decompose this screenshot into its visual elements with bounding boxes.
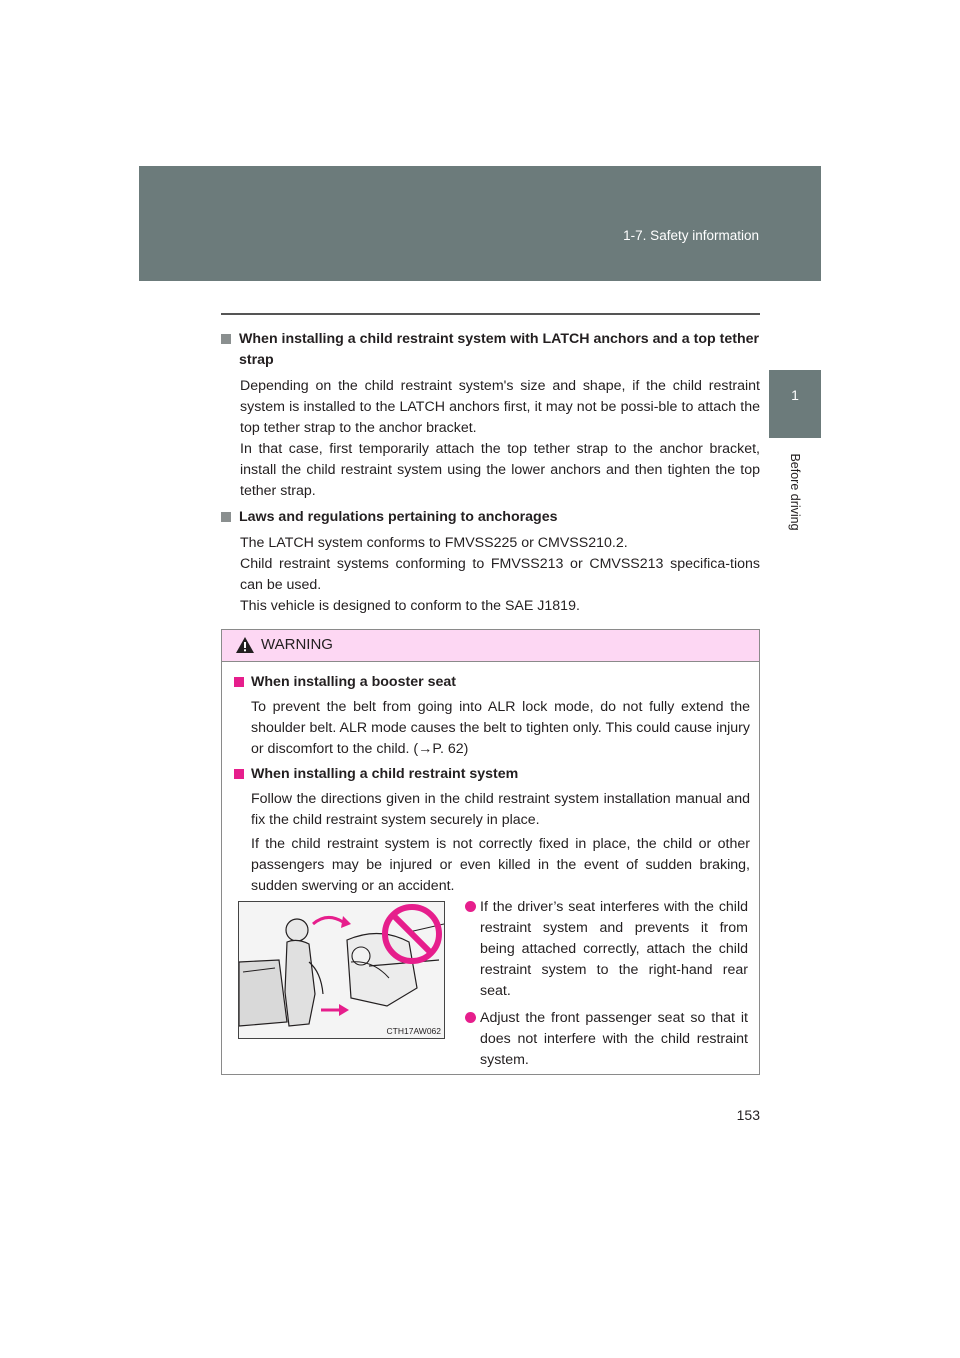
illustration-code: CTH17AW062 [386,1026,441,1036]
section-title: 1-7. Safety information [623,228,759,243]
paragraph: This vehicle is designed to conform to the SAE J1819. [240,598,580,614]
section-heading-latch: When installing a child restraint system with LATCH anchors and a top tether strap [221,329,760,371]
paragraph: The LATCH system conforms to FMVSS225 or CMVSS210.2. [240,535,628,551]
heading-square-icon [221,512,231,522]
bullet-item: Adjust the front passenger seat so that it does not interfere with the child restraint system. [465,1008,748,1071]
warning-paragraph: To prevent the belt from going into ALR lock mode, do not fully extend the shoulder belt. ALR mode causes the belt to tighten only. This could cause injury or discomfort to the child. (→P. 62) [251,699,750,757]
warning-label: WARNING [261,636,333,653]
warning-content [222,662,759,897]
top-rule [221,313,760,315]
chapter-number: 1 [791,387,799,403]
heading-square-icon [221,334,231,344]
warning-heading-crs: When installing a child restraint system [231,764,750,785]
section-heading-laws: Laws and regulations pertaining to anchorages [221,507,760,528]
warning-paragraph: If the child restraint system is not correctly fixed in place, the child or other passengers may be injured or even killed in the event of sudden braking, sudden swerving or an accident. [251,836,750,894]
warning-header [222,630,759,662]
main-content [221,325,760,617]
paragraph: Child restraint systems conforming to FMVSS213 or CMVSS213 specifica-tions can be used. [240,556,760,593]
bullet-dot-icon [465,1012,476,1023]
warning-box [221,629,760,1075]
page-number: 153 [736,1107,760,1123]
chapter-side-label [769,449,821,539]
warning-heading-booster: When installing a booster seat [231,672,750,693]
heading-square-icon [234,769,244,779]
chapter-tab [769,370,821,438]
warning-bullet-list [465,897,748,1077]
child-seat-illustration [238,901,445,1039]
header-band [139,166,821,281]
warning-paragraph: Follow the directions given in the child restraint system installation manual and fix the child restraint system securely in place. [251,791,750,828]
chapter-side-label-text: Before driving [788,453,802,531]
child-seat-interference-image [239,902,444,1038]
warning-triangle-icon [235,636,255,654]
bullet-dot-icon [465,901,476,912]
paragraph: In that case, first temporarily attach the top tether strap to the anchor bracket, install the child restraint system using the lower anchors and then tighten the top tether strap. [240,441,760,499]
paragraph: Depending on the child restraint system's size and shape, if the child restraint system is installed to the LATCH anchors first, it may not be possi-ble to attach the top tether strap to the anchor bracket. [240,378,760,436]
heading-square-icon [234,677,244,687]
bullet-item: If the driver’s seat interferes with the child restraint system and prevents it from being attached correctly, attach the child restraint system to the right-hand rear seat. [465,897,748,1002]
